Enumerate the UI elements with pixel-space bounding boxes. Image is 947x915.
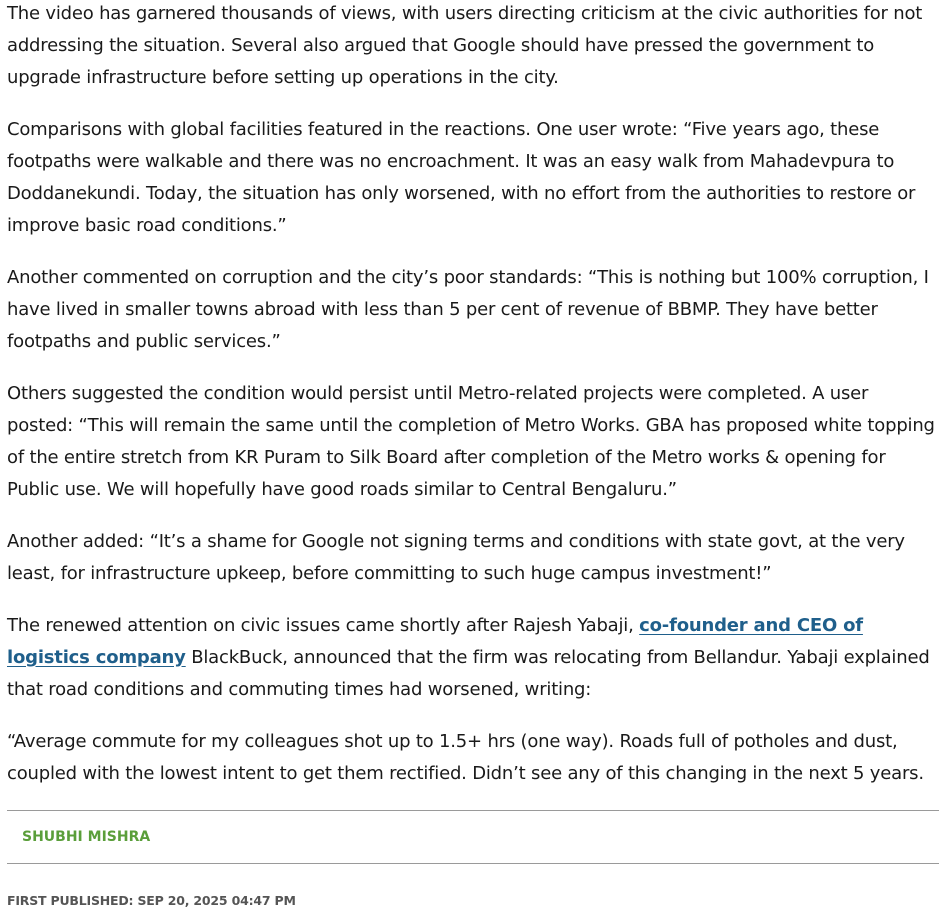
article-paragraph: The video has garnered thousands of views, with users directing criticism at the civic authorities for not addressing the situation. Several also argued that Google should have pressed the government to upgrade infrastructure before setting up operations in the city.: [7, 3, 923, 88]
inline-link-blackbuck-ceo[interactable]: co-founder and CEO of logistics company: [7, 615, 863, 668]
author-byline: [7, 811, 939, 863]
article-paragraph-quote: “Average commute for my colleagues shot up to 1.5+ hrs (one way). Roads full of potholes and dust, coupled with the lowest intent to get them rectified. Didn’t see any of this changing in the next 5 years.: [7, 731, 924, 784]
article-paragraph: Others suggested the condition would persist until Metro-related projects were completed. A user posted: “This will remain the same until the completion of Metro Works. GBA has proposed white topping of the entire stretch from KR Puram to Silk Board after completion of the Metro works & opening for Public use. We will hopefully have good roads similar to Central Bengaluru.”: [7, 383, 935, 500]
author-link[interactable]: SHUBHI MISHRA: [22, 829, 151, 845]
divider: [7, 863, 939, 864]
article-paragraph: Another added: “It’s a shame for Google not signing terms and conditions with state govt, at the very least, for infrastructure upkeep, before committing to such huge campus investment!”: [7, 531, 905, 584]
article-paragraph: Another commented on corruption and the city’s poor standards: “This is nothing but 100% corruption, I have lived in smaller towns abroad with less than 5 per cent of revenue of BBMP. They have better footpaths and public services.”: [7, 267, 929, 352]
paragraph-text-after-link: BlackBuck, announced that the firm was relocating from Bellandur. Yabaji explained that road conditions and commuting times had worsened, writing:: [7, 647, 930, 700]
article-paragraph-with-link: [7, 610, 939, 706]
published-timestamp: FIRST PUBLISHED: SEP 20, 2025 04:47 PM: [7, 893, 296, 908]
paragraph-text-before-link: The renewed attention on civic issues came shortly after Rajesh Yabaji,: [7, 615, 640, 636]
article-body: [7, 0, 939, 908]
article-paragraph: Comparisons with global facilities featured in the reactions. One user wrote: “Five years ago, these footpaths were walkable and there was no encroachment. It was an easy walk from Mahadevpura to Doddanekundi. Today, the situation has only worsened, with no effort from the authorities to restore or improve basic road conditions.”: [7, 119, 916, 236]
